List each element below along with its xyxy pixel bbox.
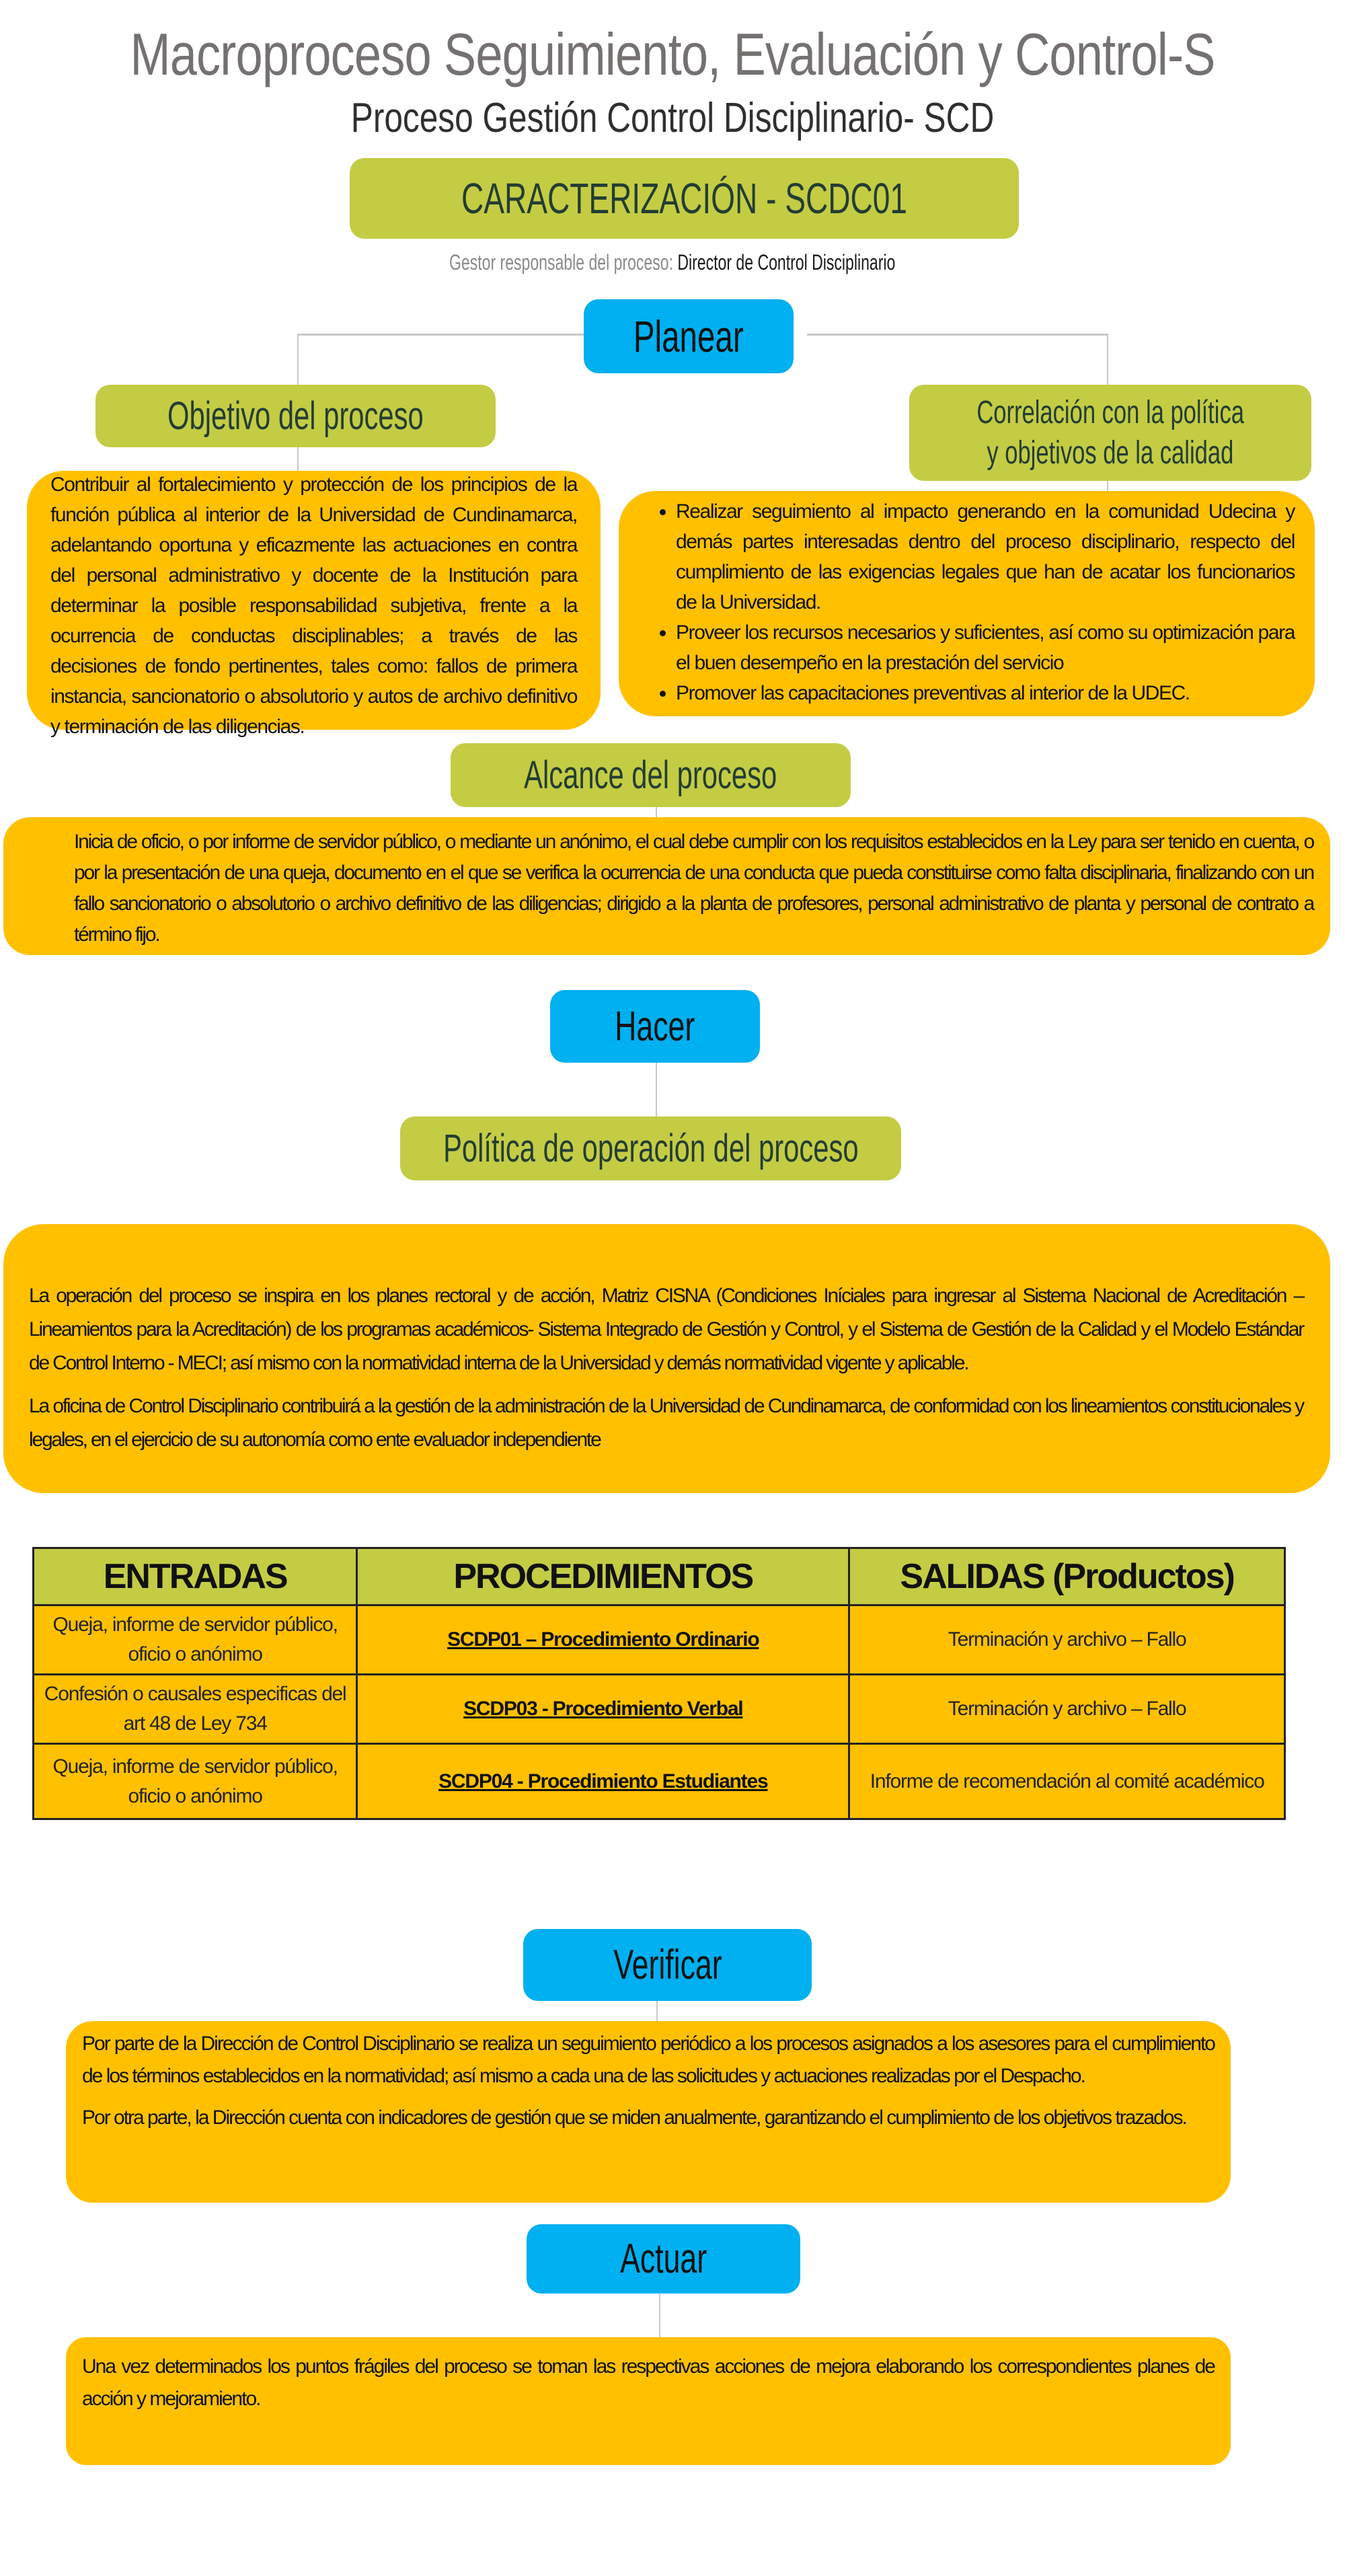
actuar-label: Actuar [619,2236,707,2282]
entrada-cell: Queja, informe de servidor público, oficio o anónimo [34,1744,357,1819]
correlacion-box [619,491,1315,716]
table-row [34,1675,1285,1744]
connector-line [656,1063,657,1118]
column-header: PROCEDIMIENTOS [357,1548,849,1605]
column-header: ENTRADAS [34,1548,357,1605]
actuar-text: Una vez determinados los puntos frágiles del proceso se toman las respectivas acciones de mejora elaborando los correspondientes planes de acción y mejoramiento. [82,2355,1215,2410]
correlacion-heading-line2: y objetivos de la calidad [987,434,1234,471]
connector-line [659,2294,660,2339]
correlacion-heading-box [909,385,1311,481]
actuar-box [66,2337,1231,2465]
politica-paragraph: La operación del proceso se inspira en los planes rectoral y de acción, Matriz CISNA (Condiciones Iníciales para ingresar al Sistema Nacional de Acreditación – Lineamientos para la Acreditación) de los programas académicos- Sistema Integrado de Gestión y Control, y el Sistema de Gestión de la Calidad y el Modelo Estándar de Control Interno - MECI; así mismo con la normatividad interna de la Universidad y demás normatividad vigente y aplicable. [29,1285,1303,1374]
objetivo-heading: Objetivo del proceso [167,394,424,438]
correlacion-item: • Proveer los recursos necesarios y suficientes, así como su optimización para el buen desempeño en la prestación del servicio [676,617,1295,678]
procedimiento-link[interactable]: SCDP01 – Procedimiento Ordinario [357,1605,849,1675]
objetivo-text: Contribuir al fortalecimiento y protección de los principios de la función pública al interior de la Universidad de Cundinamarca, adelantando oportuna y eficazmente las actuaciones en contra del personal administrativo y docente de la Institución para determinar la posible responsabilidad subjetiva, frente a la ocurrencia de conductas disciplinables; a través de las decisiones de fondo pertinentes, tales como: fallos de primera instancia, sancionatorio o absolutorio y autos de archivo definitivo y terminación de las diligencias. [50,473,577,738]
procedimiento-link[interactable]: SCDP04 - Procedimiento Estudiantes [357,1744,849,1819]
alcance-heading: Alcance del proceso [524,753,777,797]
politica-heading: Política de operación del proceso [443,1127,859,1170]
planear-label: Planear [633,311,744,361]
verificar-label: Verificar [613,1942,722,1988]
politica-paragraph: La oficina de Control Disciplinario contribuirá a la gestión de la administración de la Universidad de Cundinamarca, de conformidad con los lineamientos constitucionales y legales, en el ejercicio de su autonomía como ente evaluador independiente [29,1395,1303,1451]
gestor-label: Gestor responsable del proceso: [449,250,674,274]
caracterizacion-label: CARACTERIZACIÓN - SCDC01 [461,174,908,223]
alcance-box [3,817,1330,955]
macroproceso-title: Macroproceso Seguimiento, Evaluación y Control-S [130,21,1215,87]
connector-line [656,2001,658,2022]
procedimiento-link[interactable]: SCDP03 - Procedimiento Verbal [357,1675,849,1744]
table-row [34,1605,1285,1675]
table-row [34,1744,1285,1819]
correlacion-heading-line1: Correlación con la política [976,394,1244,430]
verificar-stage [523,1929,812,2001]
verificar-box [66,2021,1231,2203]
actuar-stage [527,2224,800,2294]
entrada-cell: Queja, informe de servidor público, oficio o anónimo [34,1605,357,1675]
objetivo-box [27,471,601,738]
gestor-value: Director de Control Disciplinario [677,250,896,274]
entrada-cell: Confesión o causales especificas del art 48 de Ley 734 [34,1675,357,1744]
hacer-label: Hacer [615,1003,695,1050]
salida-cell: Terminación y archivo – Fallo [849,1675,1285,1744]
planear-stage [584,299,794,373]
alcance-text: Inicia de oficio, o por informe de servidor público, o mediante un anónimo, el cual debe cumplir con los requisitos establecidos en la Ley para ser tenido en cuenta, o por la presentación de una queja, documento en el que se verifica la ocurrencia de una conducta que pueda constituirse como falta disciplinaria, finalizando con un fallo sancionatorio o absolutorio o archivo definitivo de las diligencias; dirigido a la planta de profesores, personal administrativo de planta y personal de contrato a término fijo. [74,831,1313,946]
correlacion-list [619,496,1295,708]
hacer-stage [550,990,760,1063]
procedimientos-table [32,1547,1286,1820]
connector-line [297,334,585,336]
verificar-paragraph: Por otra parte, la Dirección cuenta con indicadores de gestión que se miden anualmente, garantizando el cumplimiento de los objetivos trazados. [82,2107,1186,2129]
caracterizacion-banner [350,158,1019,239]
salida-cell: Informe de recomendación al comité académico [849,1744,1285,1819]
correlacion-item: • Realizar seguimiento al impacto generando en la comunidad Udecina y demás partes interesadas dentro del proceso disciplinario, respecto del cumplimiento de las exigencias legales que han de acatar los funcionarios de la Universidad. [676,496,1295,617]
objetivo-heading-box [95,385,496,447]
column-header: SALIDAS (Productos) [849,1548,1285,1605]
salida-cell: Terminación y archivo – Fallo [849,1605,1285,1675]
politica-heading-box [400,1116,901,1180]
alcance-heading-box [451,743,851,807]
politica-box [3,1224,1330,1493]
connector-line [807,334,1108,336]
gestor-responsable [0,250,1345,275]
proceso-subtitle: Proceso Gestión Control Disciplinario- SCD [350,95,995,141]
verificar-paragraph: Por parte de la Dirección de Control Disciplinario se realiza un seguimiento periódico a los procesos asignados a los asesores para el cumplimiento de los términos establecidos en la normatividad; así mismo a cada una de las solicitudes y actuaciones realizadas por el Despacho. [82,2033,1215,2087]
correlacion-item: • Promover las capacitaciones preventivas al interior de la UDEC. [676,678,1295,708]
